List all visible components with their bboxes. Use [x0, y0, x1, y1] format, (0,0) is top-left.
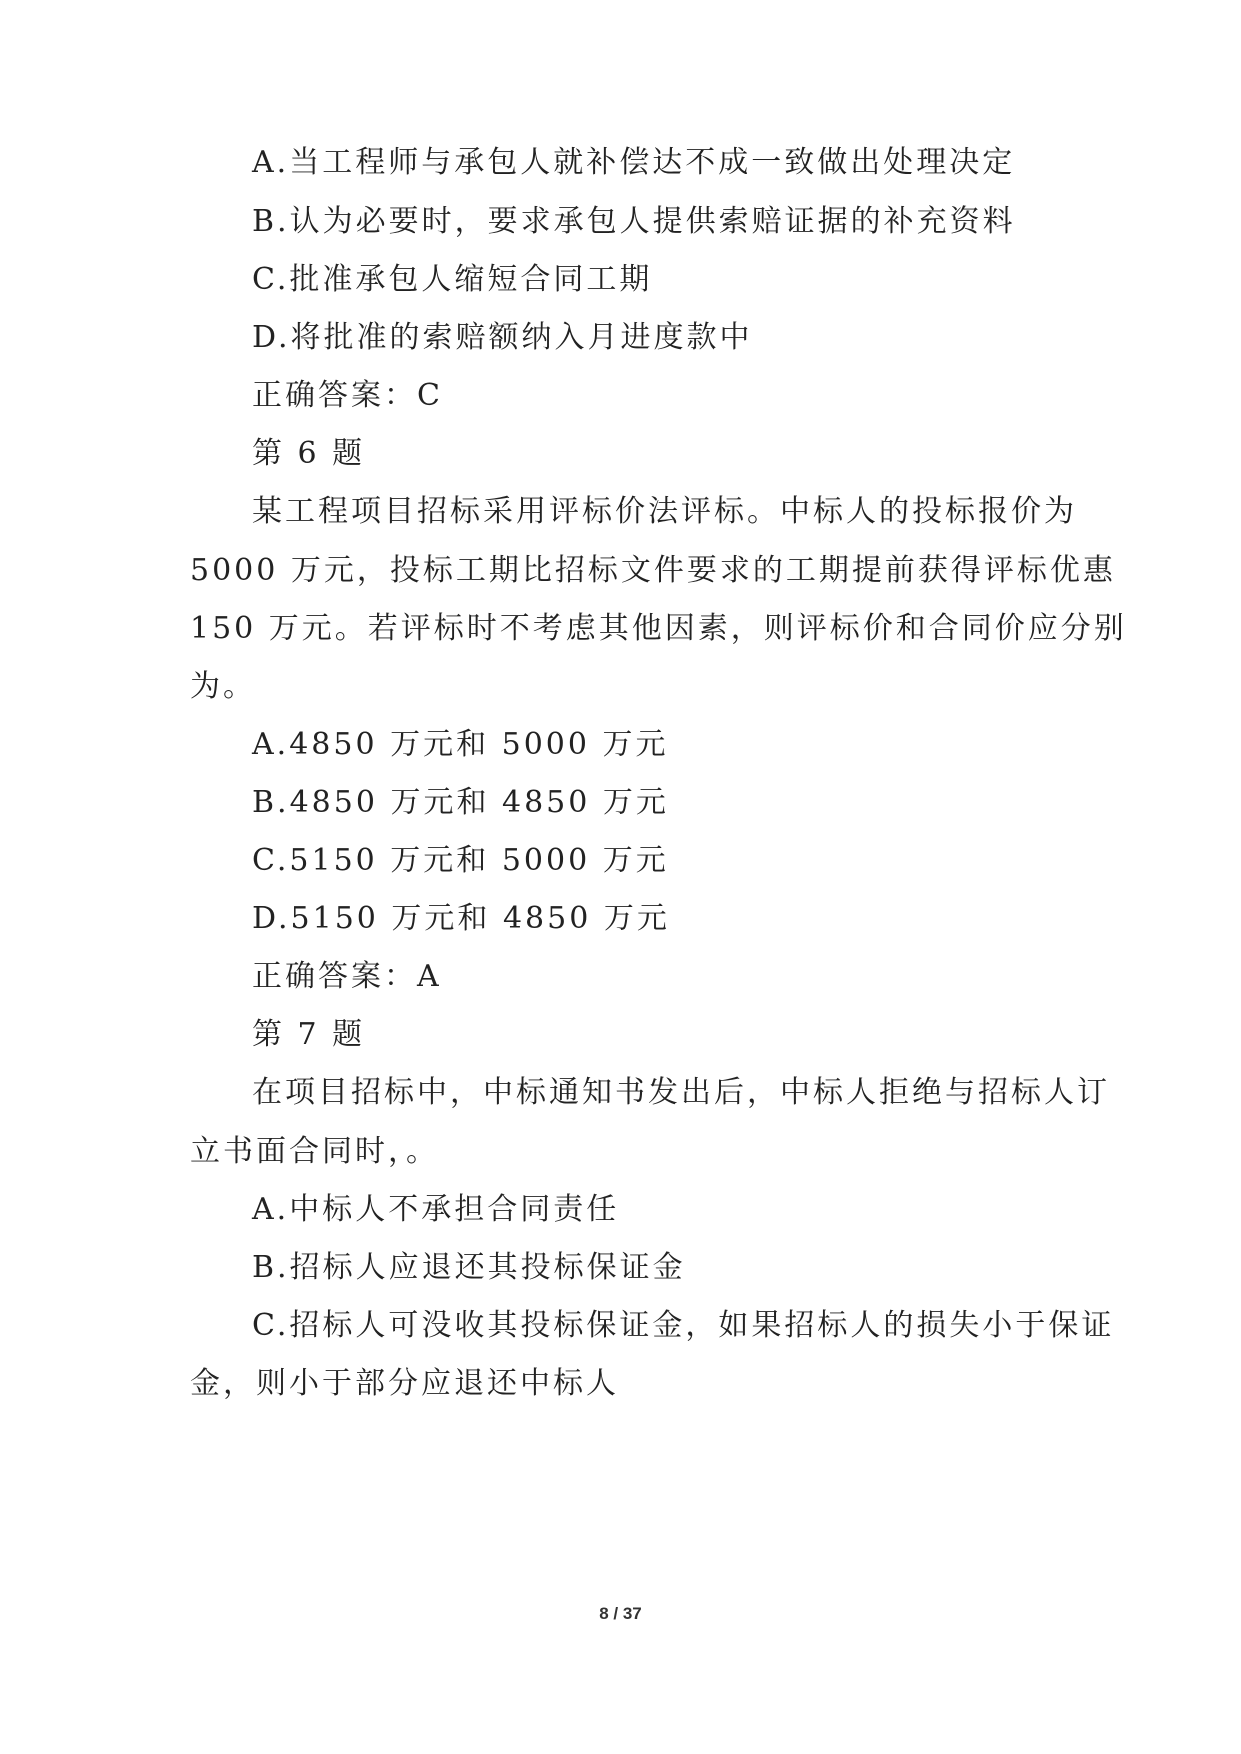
q7-option-b: B.招标人应退还其投标保证金 — [252, 1250, 686, 1285]
q6-answer: 正确答案：A — [252, 959, 442, 994]
q5-option-d: D.将批准的索赔额纳入月进度款中 — [252, 320, 753, 355]
q6-option-a: A.4850 万元和 5000 万元 — [252, 727, 669, 762]
q7-option-a: A.中标人不承担合同责任 — [252, 1192, 620, 1227]
q7-text-line-2: 立书面合同时，。 — [190, 1134, 439, 1169]
q7-option-c-line-1: C.招标人可没收其投标保证金，如果招标人的损失小于保证 — [252, 1308, 1115, 1343]
q6-text-line-1: 某工程项目招标采用评标价法评标。中标人的投标报价为 — [252, 494, 1077, 529]
q6-heading: 第 6 题 — [252, 436, 366, 471]
q6-option-d: D.5150 万元和 4850 万元 — [252, 901, 670, 936]
q6-text-line-4: 为。 — [190, 669, 256, 704]
q7-text-line-1: 在项目招标中，中标通知书发出后，中标人拒绝与招标人订 — [252, 1075, 1110, 1110]
q5-option-c: C.批准承包人缩短合同工期 — [252, 262, 653, 297]
q6-option-c: C.5150 万元和 5000 万元 — [252, 843, 669, 878]
q5-option-a: A.当工程师与承包人就补偿达不成一致做出处理决定 — [252, 145, 1016, 180]
q6-text-line-2: 5000 万元，投标工期比招标文件要求的工期提前获得评标优惠 — [190, 553, 1116, 588]
q7-option-c-line-2: 金，则小于部分应退还中标人 — [190, 1366, 619, 1401]
q6-option-b: B.4850 万元和 4850 万元 — [252, 785, 669, 820]
page-number: 8 / 37 — [599, 1604, 642, 1623]
q5-answer: 正确答案：C — [252, 378, 443, 413]
q7-heading: 第 7 题 — [252, 1017, 366, 1052]
q6-text-line-3: 150 万元。若评标时不考虑其他因素，则评标价和合同价应分别 — [190, 611, 1127, 646]
q5-option-b: B.认为必要时，要求承包人提供索赔证据的补充资料 — [252, 204, 1016, 239]
